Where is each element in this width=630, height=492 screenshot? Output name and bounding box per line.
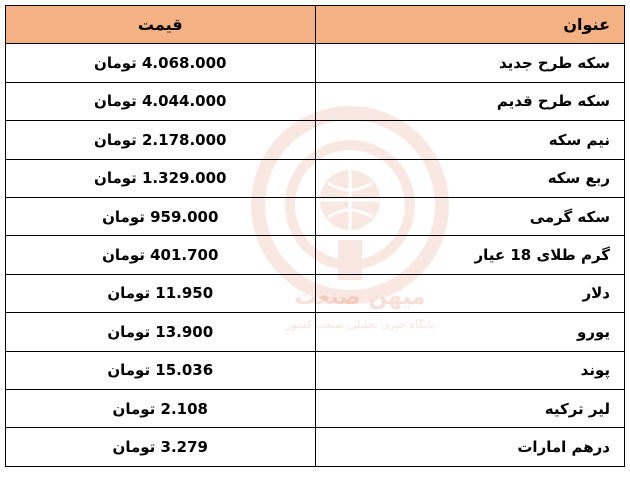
row-title: لیر ترکیه (315, 389, 625, 427)
row-price: 2.108 تومان (6, 389, 316, 427)
watermark-name: میهن صنعت (294, 285, 426, 310)
table-header-row (6, 6, 625, 44)
table-row (6, 82, 625, 120)
row-title: پوند (315, 351, 625, 389)
row-price: 4.068.000 تومان (6, 44, 316, 82)
watermark-tagline: پایگاه خبری تحلیلی صنعت کشور (285, 318, 435, 331)
row-title: یورو (315, 313, 625, 351)
table-row (6, 159, 625, 197)
row-price: 15.036 تومان (6, 351, 316, 389)
row-title: سکه طرح جدید (315, 44, 625, 82)
row-price: 401.700 تومان (6, 236, 316, 274)
table-row (6, 236, 625, 274)
row-title: ربع سکه (315, 159, 625, 197)
row-price: 11.950 تومان (6, 274, 316, 312)
row-price: 1.329.000 تومان (6, 159, 316, 197)
table-row (6, 274, 625, 312)
row-title: درهم امارات (315, 428, 625, 466)
row-title: نیم سکه (315, 121, 625, 159)
row-price: 4.044.000 تومان (6, 82, 316, 120)
price-table (5, 5, 625, 467)
row-price: 959.000 تومان (6, 197, 316, 235)
table-row (6, 428, 625, 466)
row-title: سکه طرح قدیم (315, 82, 625, 120)
row-title: سکه گرمی (315, 197, 625, 235)
table-row (6, 44, 625, 82)
row-title: گرم طلای 18 عیار (315, 236, 625, 274)
table-row (6, 313, 625, 351)
row-price: 2.178.000 تومان (6, 121, 316, 159)
table-row (6, 389, 625, 427)
table-row (6, 197, 625, 235)
header-title: عنوان (315, 6, 625, 44)
row-price: 3.279 تومان (6, 428, 316, 466)
table-row (6, 121, 625, 159)
header-price: قیمت (6, 6, 316, 44)
table-row (6, 351, 625, 389)
row-title: دلار (315, 274, 625, 312)
row-price: 13.900 تومان (6, 313, 316, 351)
